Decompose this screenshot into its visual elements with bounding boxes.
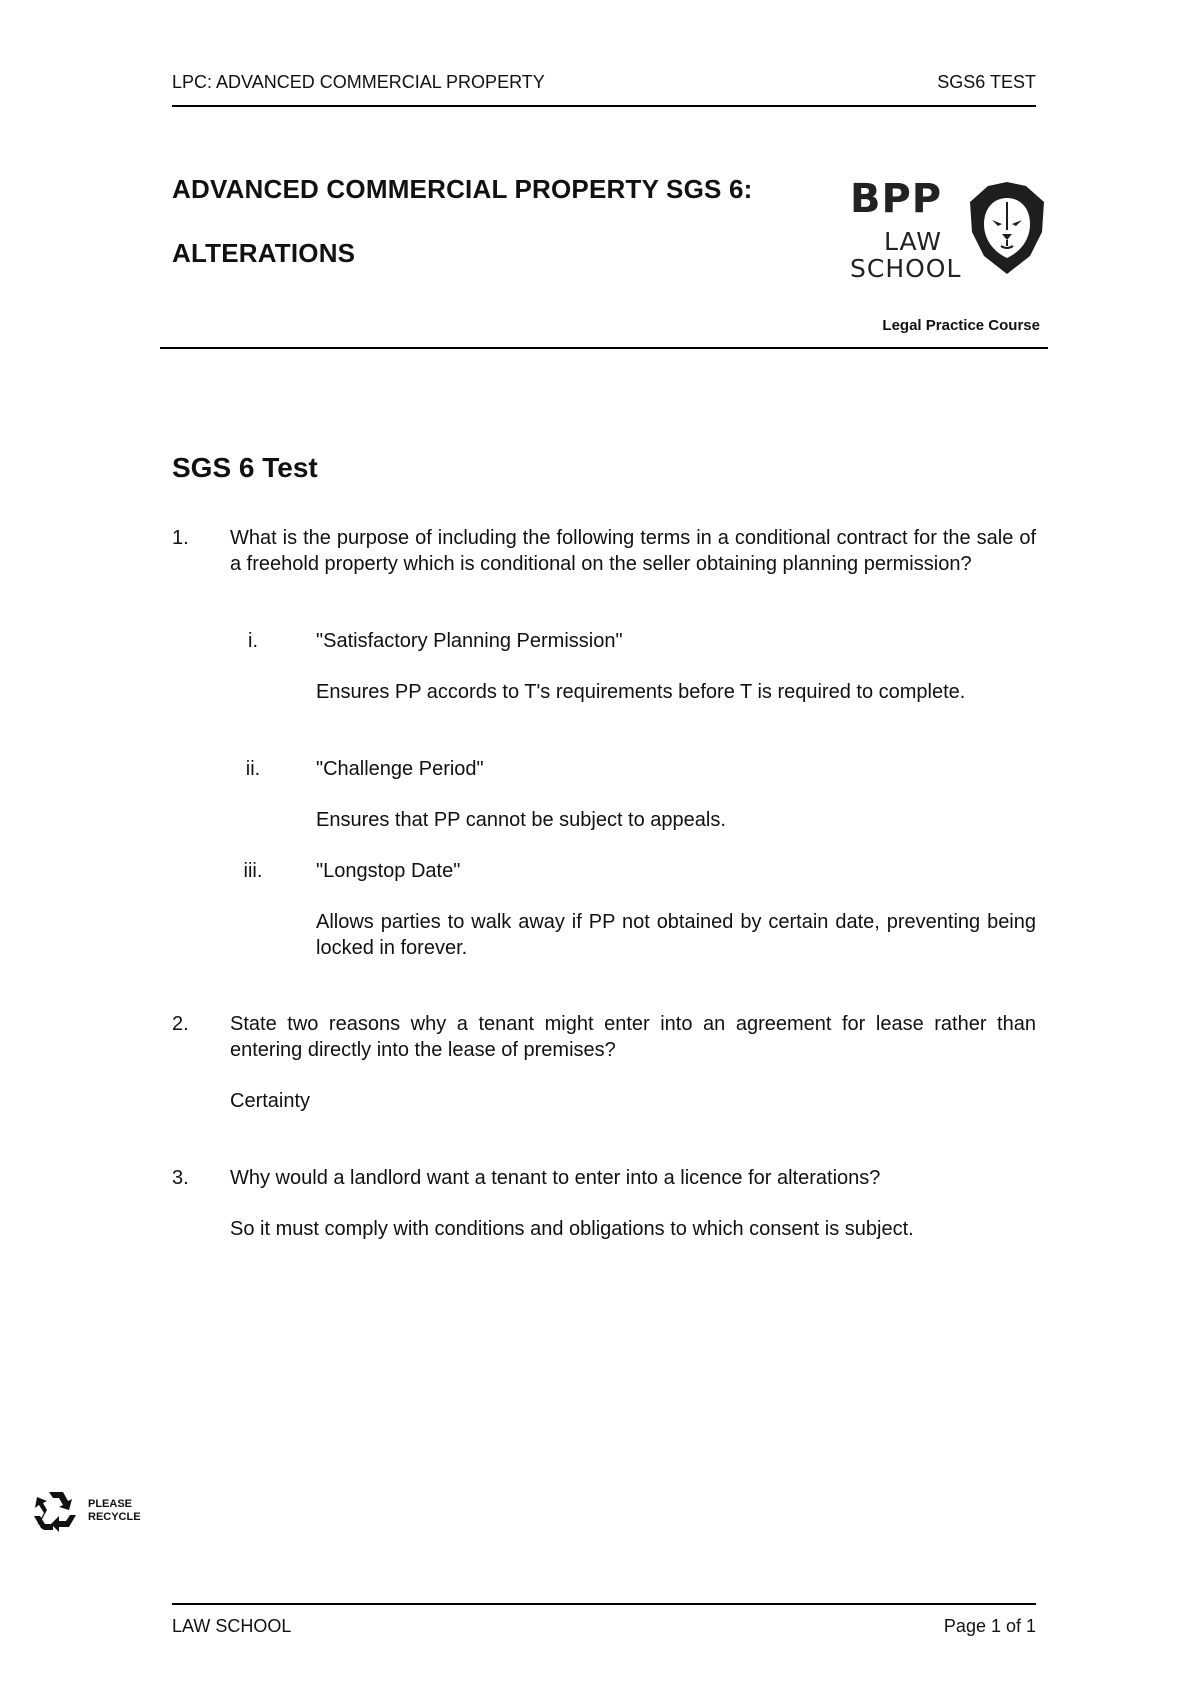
footer-rule — [172, 1603, 1036, 1605]
question-3-answer: So it must comply with conditions and obligations to which consent is subject. — [230, 1218, 914, 1240]
lion-shield-icon — [968, 180, 1046, 276]
logo-line3: SCHOOL — [850, 254, 962, 283]
header-rule — [172, 105, 1036, 107]
q1-item-i-term: "Satisfactory Planning Permission" — [316, 630, 623, 652]
recycle-icon — [32, 1488, 80, 1534]
q1-item-ii-answer: Ensures that PP cannot be subject to appeals. — [316, 809, 726, 831]
question-1-number: 1. — [172, 527, 189, 549]
page-number: Page 1 of 1 — [943, 1616, 1036, 1636]
running-header-left: LPC: ADVANCED COMMERCIAL PROPERTY — [172, 72, 545, 92]
section-title: SGS 6 Test — [172, 452, 318, 483]
question-3-number: 3. — [172, 1167, 189, 1189]
q1-item-iii-term: "Longstop Date" — [316, 860, 461, 882]
q1-item-iii-numeral: iii. — [243, 860, 263, 882]
recycle-label-line1: PLEASE — [88, 1498, 133, 1510]
q1-item-ii-term: "Challenge Period" — [316, 758, 484, 780]
logo-line2: LAW — [884, 227, 942, 256]
recycle-label — [88, 1498, 141, 1524]
question-2-number: 2. — [172, 1013, 189, 1035]
q1-item-i-numeral: i. — [248, 630, 258, 652]
course-subtitle: Legal Practice Course — [882, 317, 1040, 334]
q1-item-i-answer: Ensures PP accords to T's requirements before T is required to complete. — [316, 681, 966, 703]
question-2-text: State two reasons why a tenant might enter into an agreement for lease rather than entering directly into the lease of premises? — [230, 1013, 1036, 1061]
question-3-text: Why would a landlord want a tenant to enter into a licence for alterations? — [230, 1167, 881, 1189]
logo-brand: BPP — [850, 176, 943, 222]
document-title-line2: ALTERATIONS — [172, 238, 356, 268]
running-header-right: SGS6 TEST — [937, 72, 1036, 92]
title-rule — [160, 347, 1048, 349]
q1-item-ii-numeral: ii. — [245, 758, 261, 780]
document-title-line1: ADVANCED COMMERCIAL PROPERTY SGS 6: — [172, 174, 753, 204]
recycle-label-line2: RECYCLE — [88, 1511, 141, 1523]
question-2-answer: Certainty — [230, 1090, 311, 1112]
running-footer-left: LAW SCHOOL — [172, 1616, 292, 1636]
bpp-logo — [850, 176, 1050, 290]
q1-item-iii-answer: Allows parties to walk away if PP not obtained by certain date, preventing being locked in forever. — [316, 911, 1036, 959]
question-1-text: What is the purpose of including the following terms in a conditional contract for the sale of a freehold property which is conditional on the seller obtaining planning permission? — [230, 527, 1036, 575]
